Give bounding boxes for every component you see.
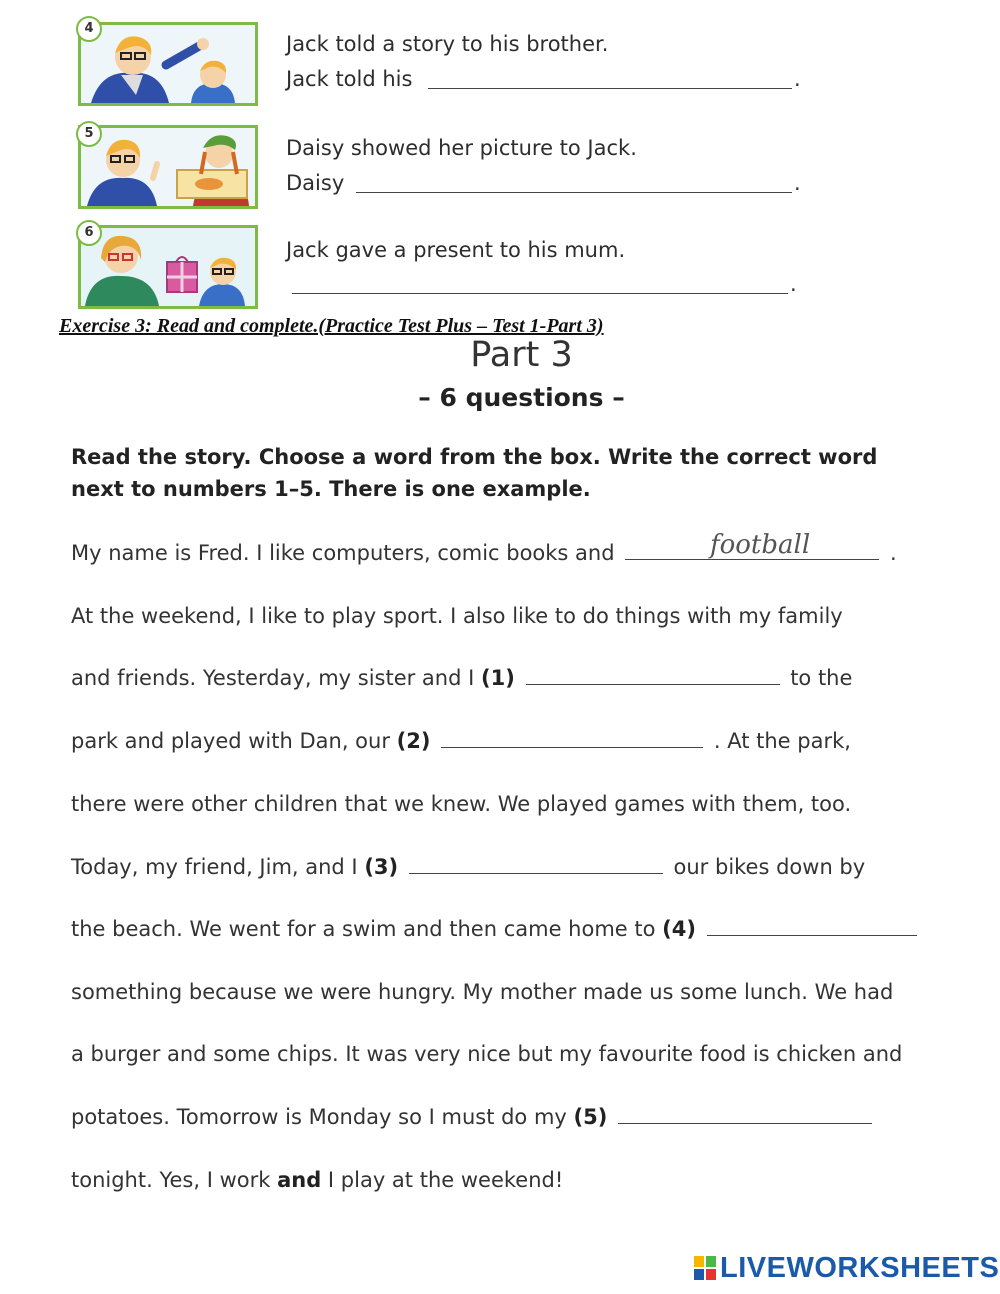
story-line-9: a burger and some chips. It was very nice but my favourite food is chicken and [71, 1042, 903, 1066]
story-text: park and played with Dan, our [71, 729, 390, 753]
story-text: I play at the weekend! [327, 1168, 564, 1192]
item-4-prompt: Jack told his [286, 67, 413, 91]
story-line-7 [71, 917, 921, 941]
item-4-sentence: Jack told a story to his brother. [286, 32, 609, 56]
story-text: My name is Fred. I like computers, comic books and [71, 541, 615, 565]
item-4-period: . [794, 67, 801, 91]
story-line-3 [71, 666, 852, 690]
item-number-5: 5 [76, 121, 102, 147]
item-5-period: . [794, 171, 801, 195]
story-line-8: something because we were hungry. My mother made us some lunch. We had [71, 980, 894, 1004]
story-text-bold: and [277, 1168, 322, 1192]
story-text: the beach. We went for a swim and then came home to [71, 917, 656, 941]
picture-jack-giving-present [78, 225, 258, 309]
item-6-answer-line[interactable] [292, 293, 788, 294]
story-line-2: At the weekend, I like to play sport. I also like to do things with my family [71, 604, 843, 628]
item-5-answer-line[interactable] [356, 192, 792, 193]
item-6-sentence: Jack gave a present to his mum. [286, 238, 626, 262]
gap-number-5: (5) [573, 1105, 608, 1129]
story-text: . [889, 541, 897, 565]
gap-number-2: (2) [396, 729, 431, 753]
exercise-title: Exercise 3: Read and complete.(Practice Test Plus – Test 1-Part 3) [59, 315, 604, 337]
instructions-line-2: next to numbers 1–5. There is one example. [71, 477, 591, 501]
answer-gap-1[interactable] [526, 683, 780, 685]
questions-label: – 6 questions – [418, 383, 625, 412]
example-answer-handwriting: football [710, 530, 811, 560]
answer-gap-5[interactable] [618, 1122, 872, 1124]
picture-daisy-showing-picture [78, 125, 258, 209]
story-text: to the [790, 666, 853, 690]
instructions-line-1: Read the story. Choose a word from the box. Write the correct word [71, 445, 878, 469]
gap-number-1: (1) [481, 666, 515, 690]
story-line-10 [71, 1105, 876, 1129]
liveworksheets-logo-text [720, 1252, 999, 1285]
story-text: potatoes. Tomorrow is Monday so I must do my [71, 1105, 567, 1129]
story-line-6 [71, 855, 865, 879]
item-6-period: . [790, 272, 797, 296]
part-title: Part 3 [470, 335, 573, 375]
gap-number-4: (4) [662, 917, 696, 941]
story-line-5: there were other children that we knew. We played games with them, too. [71, 792, 852, 816]
story-text: and friends. Yesterday, my sister and I [71, 666, 475, 690]
answer-gap-3[interactable] [409, 872, 663, 874]
story-text: our bikes down by [673, 855, 866, 879]
item-5-sentence: Daisy showed her picture to Jack. [286, 136, 637, 160]
story-text: . At the park, [713, 729, 851, 753]
story-text: tonight. Yes, I work [71, 1168, 271, 1192]
gap-number-3: (3) [364, 855, 399, 879]
picture-jack-telling-story [78, 22, 258, 106]
item-number-6: 6 [76, 220, 102, 246]
story-text: Today, my friend, Jim, and I [71, 855, 358, 879]
story-line-11 [71, 1168, 563, 1192]
item-5-prompt: Daisy [286, 171, 345, 195]
answer-gap-4[interactable] [707, 934, 917, 936]
item-number-4: 4 [76, 16, 102, 42]
story-line-4 [71, 729, 851, 753]
answer-gap-2[interactable] [441, 746, 703, 748]
liveworksheets-logo-icon [694, 1256, 716, 1280]
logo-text: LIVEWORKSHEETS [720, 1252, 1000, 1284]
item-4-answer-line[interactable] [428, 88, 792, 89]
